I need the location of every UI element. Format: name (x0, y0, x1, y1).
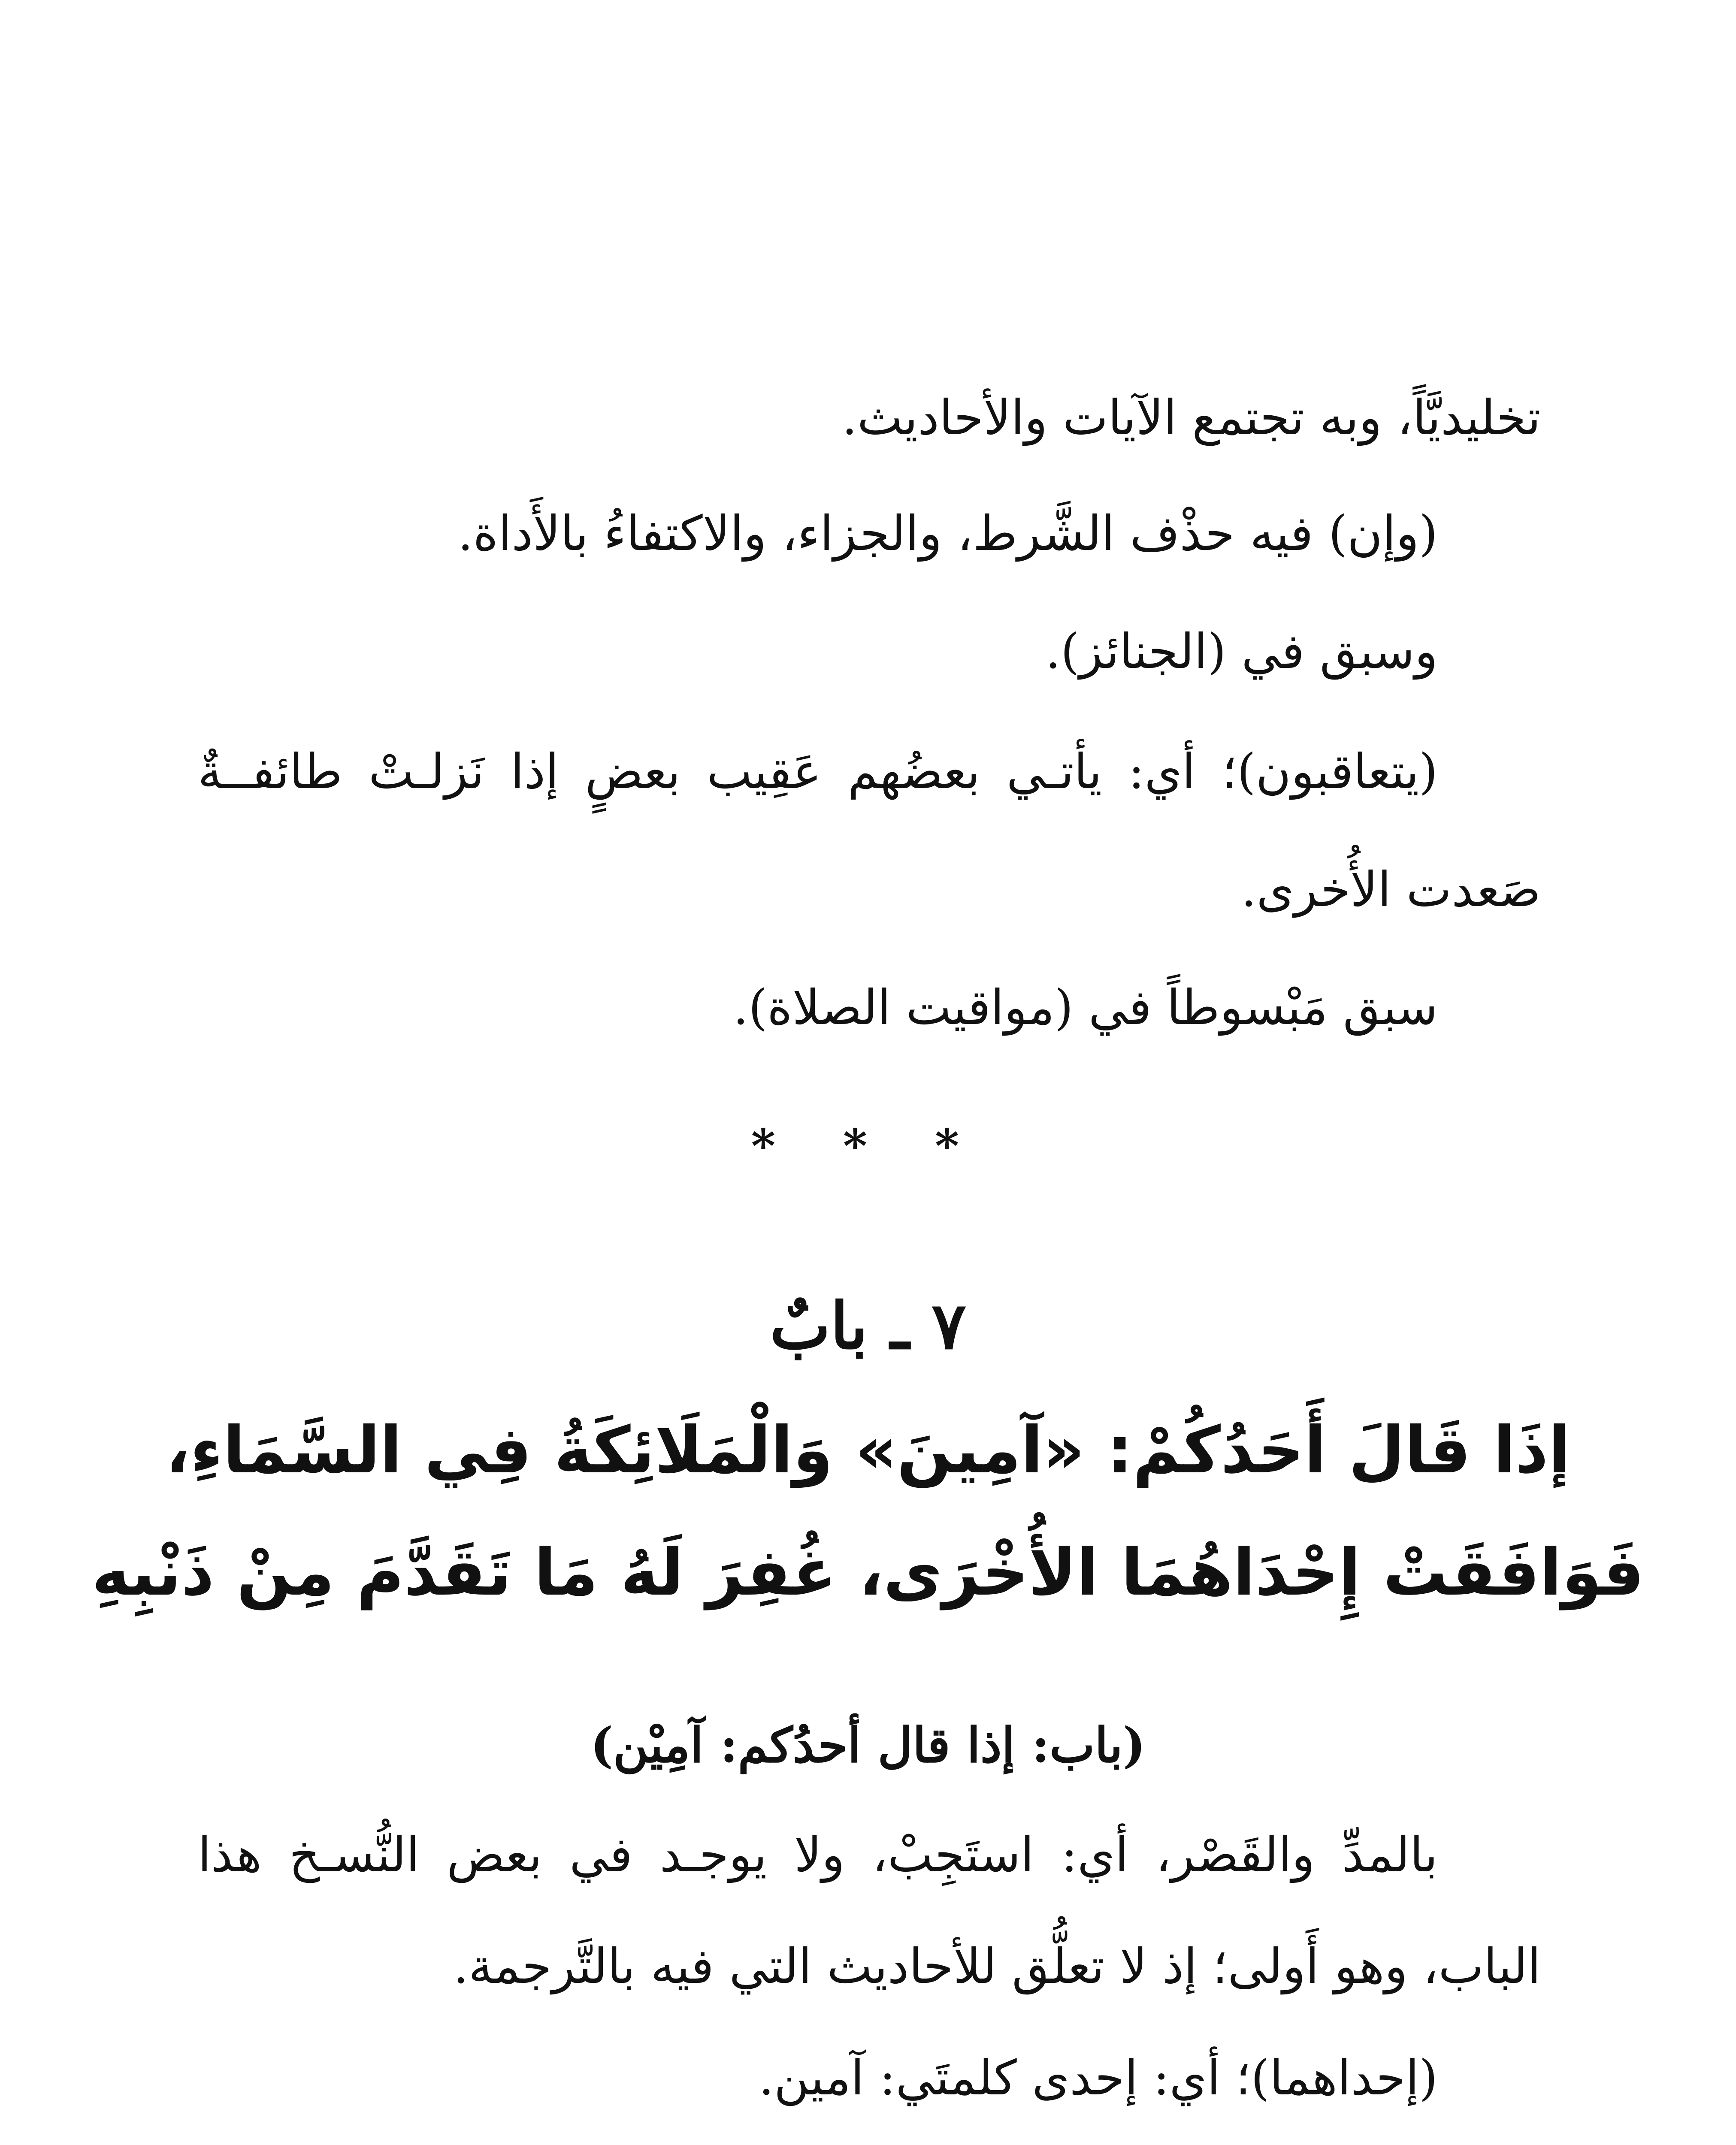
chapter-title: ٧ ـ بابٌ (770, 1288, 966, 1364)
heading-line-1: إذَا قَالَ أَحَدُكُمْ: «آمِينَ» وَالْمَلَائِكَةُ فِي السَّمَاءِ، (166, 1413, 1570, 1488)
text-line-3: وسبق في (الجنائز). (1045, 624, 1438, 680)
subheading: (باب: إذا قال أحدُكم: آمِيْن) (590, 1717, 1146, 1773)
text-line-5: صَعدت الأُخرى. (1241, 862, 1541, 918)
text-line-2: (وإن) فيه حذْف الشَّرط، والجزاء، والاكتفاءُ بالأَداة. (457, 506, 1438, 562)
commentary-line-1: بالمدِّ والقَصْر، أي: استَجِبْ، ولا يوجـد في بعض النُّسـخ هذا (198, 1827, 1438, 1883)
commentary-line-2: الباب، وهو أَولى؛ إذ لا تعلُّق للأحاديث التي فيه بالتَّرجمة. (453, 1939, 1541, 1994)
text-line-1: تخليديَّاً، وبه تجتمع الآيات والأحاديث. (842, 390, 1541, 446)
heading-line-2: فَوَافَقَتْ إِحْدَاهُمَا الأُخْرَى، غُفِرَ لَهُ مَا تَقَدَّمَ مِنْ ذَنْبِهِ (91, 1535, 1645, 1610)
text-line-4: (يتعاقبون)؛ أي: يأتـي بعضُهم عَقِيب بعضٍ إذا نَزلـتْ طائفــةٌ (198, 744, 1438, 800)
text-line-6: سبق مَبْسوطاً في (مواقيت الصلاة). (733, 980, 1438, 1036)
commentary-line-3: (إحداهما)؛ أي: إحدى كلمتَي: آمين. (759, 2050, 1438, 2106)
section-separator-1: * * * (751, 1119, 985, 1173)
